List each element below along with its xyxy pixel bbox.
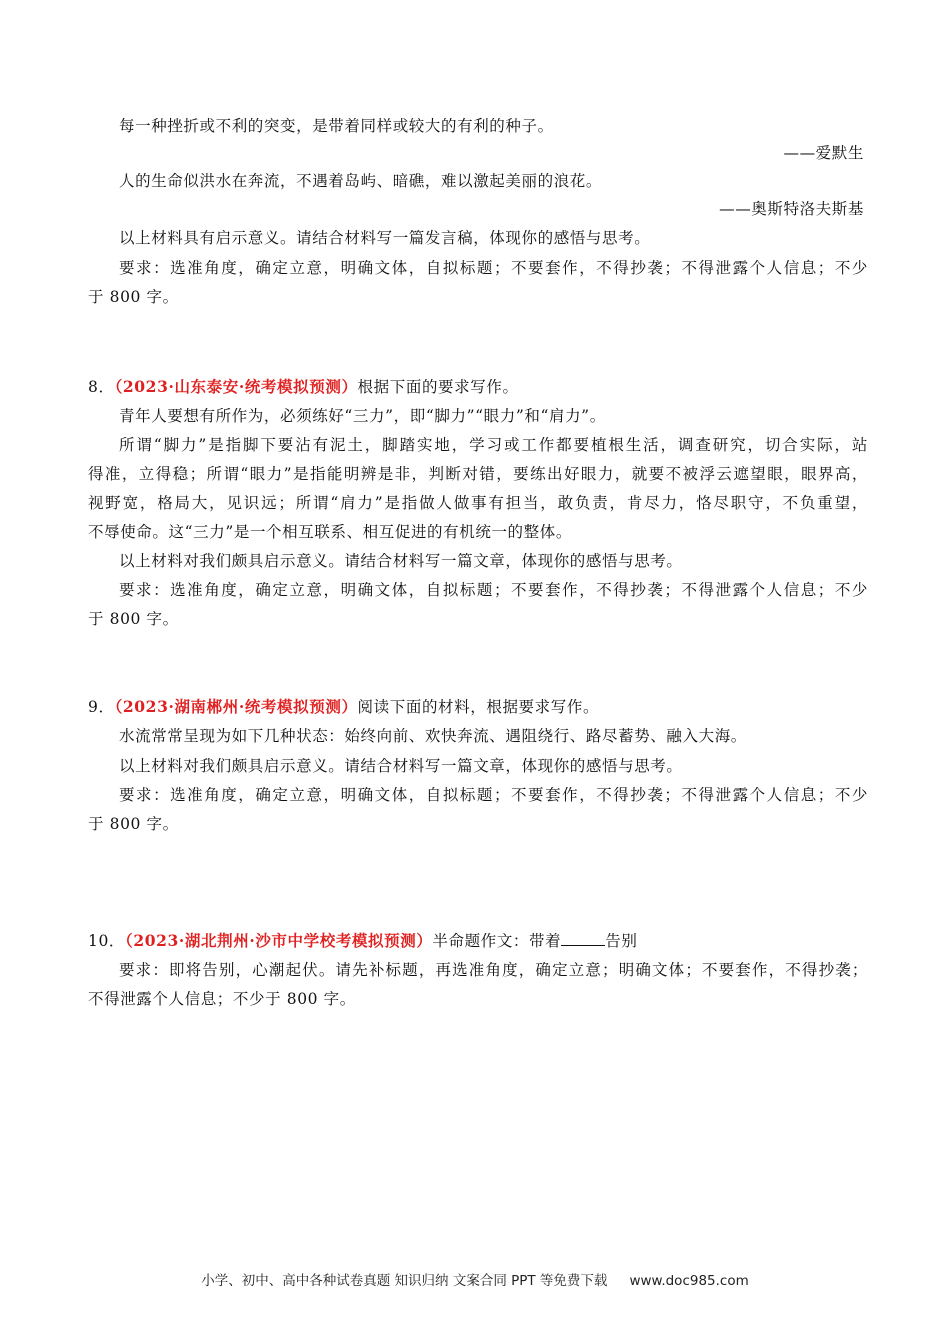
intro-requirements-line2: 于 800 字。 bbox=[88, 288, 179, 306]
q8-requirements-line2: 于 800 字。 bbox=[88, 610, 179, 628]
intro-requirements-line1: 要求：选准角度，确定立意，明确文体，自拟标题；不要套作，不得抄袭；不得泄露个人信息；不少 bbox=[119, 259, 868, 277]
q10-requirements-line2: 不得泄露个人信息；不少于 800 字。 bbox=[88, 990, 356, 1008]
question-9-heading bbox=[88, 697, 868, 717]
footer-url[interactable]: www.doc985.com bbox=[629, 1273, 749, 1289]
q8-paragraph1: 青年人要想有所作为，必须练好“三力”，即“脚力”“眼力”和“肩力”。 bbox=[119, 407, 606, 425]
footer-text: 小学、初中、高中各种试卷真题 知识归纳 文案合同 PPT 等免费下载 bbox=[201, 1273, 608, 1289]
intro-task: 以上材料具有启示意义。请结合材料写一篇发言稿，体现你的感悟与思考。 bbox=[119, 229, 651, 247]
question-number: 9． bbox=[88, 698, 115, 716]
question-prompt: 阅读下面的材料，根据要求写作。 bbox=[357, 698, 600, 716]
quote-ostrovsky: 人的生命似洪水在奔流，不遇着岛屿、暗礁，难以激起美丽的浪花。 bbox=[119, 172, 603, 190]
q8-task: 以上材料对我们颇具启示意义。请结合材料写一篇文章，体现你的感悟与思考。 bbox=[119, 552, 683, 570]
q9-requirements-line1: 要求：选准角度，确定立意，明确文体，自拟标题；不要套作，不得抄袭；不得泄露个人信息；不少 bbox=[119, 786, 868, 804]
question-source: （2023·湖南郴州·统考模拟预测） bbox=[114, 697, 358, 716]
attribution-ostrovsky: ——奥斯特洛夫斯基 bbox=[719, 200, 864, 218]
question-prompt-end: 告别 bbox=[605, 932, 638, 950]
question-10-heading bbox=[88, 930, 868, 951]
question-prompt: 根据下面的要求写作。 bbox=[357, 378, 519, 396]
question-number: 10． bbox=[88, 932, 126, 950]
fill-in-blank bbox=[561, 930, 605, 946]
question-prompt: 半命题作文：带着 bbox=[432, 932, 562, 950]
q8-paragraph2-line3: 视野宽，格局大，见识远；所谓“肩力”是指做人做事有担当，敢负责，肯尽力，恪尽职守，不负重望， bbox=[88, 494, 868, 512]
q8-paragraph2-line1: 所谓“脚力”是指脚下要沾有泥土，脚踏实地，学习或工作都要植根生活，调查研究，切合实际，站 bbox=[119, 436, 868, 454]
q9-paragraph1: 水流常常呈现为如下几种状态：始终向前、欢快奔流、遇阻绕行、路尽蓄势、融入大海。 bbox=[119, 727, 747, 745]
page-footer bbox=[0, 1269, 950, 1289]
quote-emerson: 每一种挫折或不利的突变，是带着同样或较大的有利的种子。 bbox=[119, 117, 554, 135]
q8-paragraph2-line4: 不辱使命。这“三力”是一个相互联系、相互促进的有机统一的整体。 bbox=[88, 523, 572, 541]
question-source: （2023·山东泰安·统考模拟预测） bbox=[114, 377, 358, 396]
q8-requirements-line1: 要求：选准角度，确定立意，明确文体，自拟标题；不要套作，不得抄袭；不得泄露个人信息；不少 bbox=[119, 581, 868, 599]
question-8-heading bbox=[88, 377, 868, 397]
question-number: 8． bbox=[88, 378, 115, 396]
attribution-emerson: ——爱默生 bbox=[783, 144, 864, 162]
q10-requirements-line1: 要求：即将告别，心潮起伏。请先补标题，再选准角度，确定立意；明确文体；不要套作，不得抄袭； bbox=[119, 961, 868, 979]
q9-requirements-line2: 于 800 字。 bbox=[88, 815, 179, 833]
q8-paragraph2-line2: 得准，立得稳；所谓“眼力”是指能明辨是非，判断对错，要练出好眼力，就要不被浮云遮望眼，眼界高， bbox=[88, 465, 868, 483]
q9-task: 以上材料对我们颇具启示意义。请结合材料写一篇文章，体现你的感悟与思考。 bbox=[119, 757, 683, 775]
question-source: （2023·湖北荆州·沙市中学校考模拟预测） bbox=[125, 931, 433, 950]
